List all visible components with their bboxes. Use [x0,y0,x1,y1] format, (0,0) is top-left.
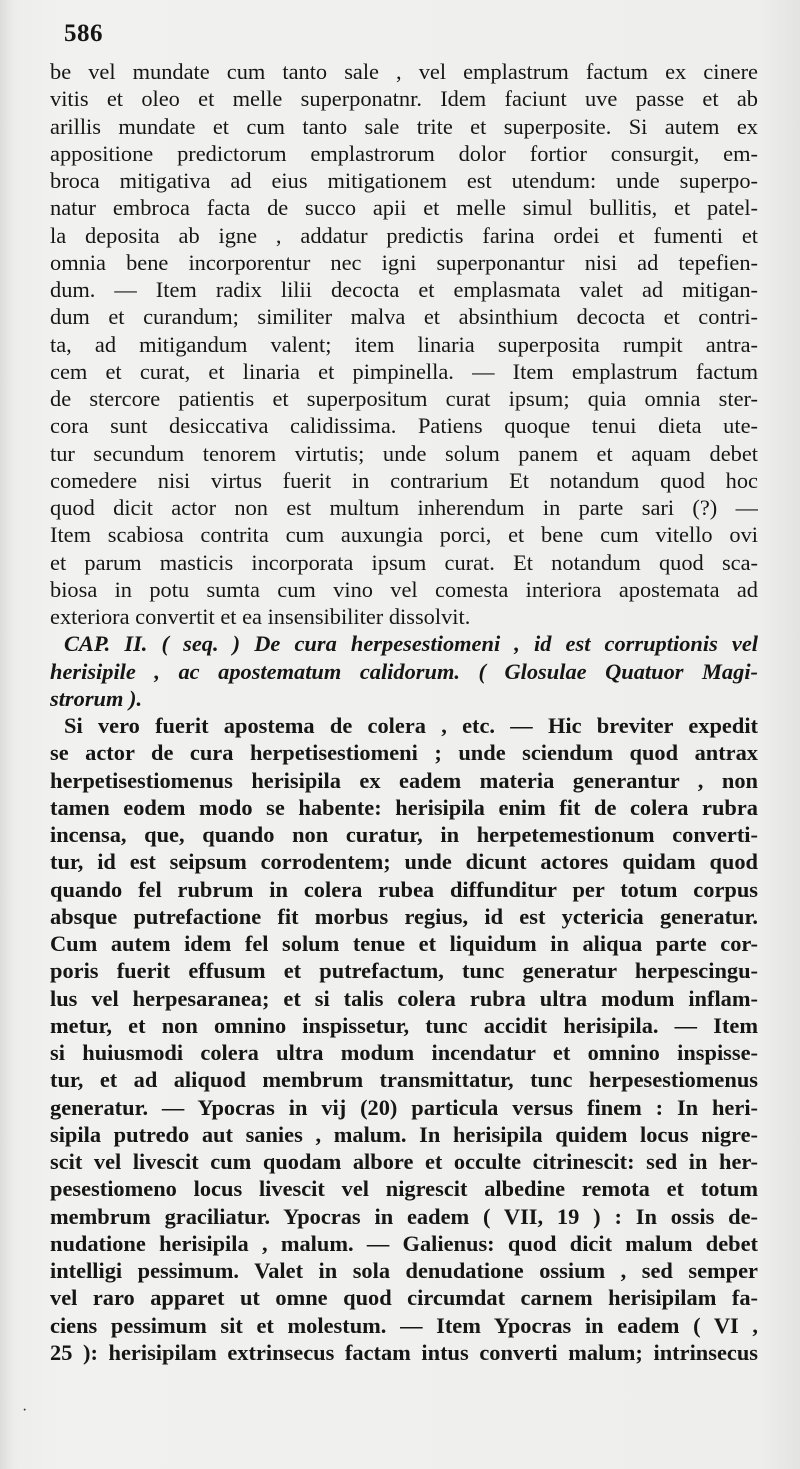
text-line: nudatione herisipila , malum. — Galienus: quod dicit malum debet [50,1230,758,1256]
text-line: de stercore patientis et superpositum curat ipsum; quia omnia ster- [50,386,758,411]
text-line: absque putrefactione fit morbus regius, id est yctericia generatur. [50,903,758,929]
text-line: sipila putredo aut sanies , malum. In herisipila quidem locus nigre- [50,1121,758,1147]
text-line: lus vel herpesaranea; et si talis colera rubra ultra modum inflam- [50,985,758,1011]
text-line: ta, ad mitigandum valent; item linaria superposita rumpit antra- [50,331,758,357]
chapter-heading-line: strorum ). [50,685,143,711]
text-line: biosa in potu sumta cum vino vel comesta interiora apostemata ad [50,576,758,602]
text-line: cora sunt desiccativa calidissima. Patiens quoque tenui dieta ute- [50,413,758,439]
text-line: 25 ): herisipilam extrinsecus factam intus converti malum; intrinsecus [50,1339,758,1365]
text-line: membrum graciliatur. Ypocras in eadem ( VII, 19 ) : In ossis de- [50,1203,758,1229]
text-line: exteriora convertit et ea insensibiliter dissolvit. [50,604,471,629]
text-line: appositione predictorum emplastrorum dolor fortior consurgit, em- [50,140,758,166]
text-line: Cum autem idem fel solum tenue et liquidum in aliqua parte cor- [50,931,758,956]
text-line: la deposita ab igne , addatur predictis farina ordei et fumenti et [50,222,758,248]
text-line: natur embroca facta de succo apii et melle simul bullitis, et patel- [50,195,758,221]
text-line: quando fel rubrum in colera rubea diffunditur per totum corpus [50,876,758,902]
text-line: si huiusmodi colera ultra modum incendatur et omnino inspisse- [50,1040,758,1065]
text-line: metur, et non omnino inspissetur, tunc accidit herisipila. — Item [50,1012,758,1038]
text-line: pesestiomeno locus livescit vel nigrescit albedine remota et totum [50,1176,758,1202]
text-line: incensa, que, quando non curatur, in herpetemestionum converti- [50,822,758,847]
text-line: intelligi pessimum. Valet in sola denudatione ossium , sed semper [50,1258,758,1283]
text-line: vitis et oleo et melle superponatnr. Idem faciunt uve passe et ab [50,86,758,112]
text-line: comedere nisi virtus fuerit in contrarium Et notandum quod hoc [50,467,758,493]
text-line: tur secundum tenorem virtutis; unde solum panem et aquam debet [50,440,758,466]
text-line: ciens pessimum sit et molestum. — Item Ypocras in eadem ( VI , [50,1312,758,1338]
text-line: arillis mundate et cum tanto sale trite et superposite. Si autem ex [50,113,758,139]
page-number: 586 [64,20,103,47]
text-line: broca mitigativa ad eius mitigationem est utendum: unde superpo- [50,168,758,193]
text-line: cem et curat, et linaria et pimpinella. — Item emplastrum factum [50,358,758,384]
margin-speck: · [22,1402,28,1419]
text-line: quod dicit actor non est multum inherendum in parte sari (?) — [50,495,758,520]
text-line: dum. — Item radix lilii decocta et emplasmata valet ad mitigan- [50,277,758,302]
text-line: se actor de cura herpetisestiomeni ; unde sciendum quod antrax [50,740,758,766]
text-line: poris fuerit effusum et putrefactum, tunc generatur herpescingu- [50,958,758,984]
text-line: herpetisestiomenus herisipila ex eadem materia generantur , non [50,767,758,793]
text-line: vel raro apparet ut omne quod circumdat carnem herisipilam fa- [50,1285,758,1311]
text-line: omnia bene incorporentur nec igni superponantur nisi ad tepefien- [50,249,758,275]
text-line: generatur. — Ypocras in vij (20) particula versus finem : In heri- [50,1094,758,1120]
text-line: Item scabiosa contrita cum auxungia porci, et bene cum vitello ovi [50,522,758,548]
text-line: tamen eodem modo se habente: herisipila enim fit de colera rubra [50,794,758,820]
text-line: tur, et ad aliquod membrum transmittatur, tunc herpesestiomenus [50,1067,758,1093]
text-line: be vel mundate cum tanto sale , vel emplastrum factum ex cinere [50,59,758,84]
text-line: et parum masticis incorporata ipsum curat. Et notandum quod sca- [50,549,758,575]
text-line: scit vel livescit cum quodam albore et occulte citrinescit: sed in her- [50,1149,758,1174]
text-line: dum et curandum; similiter malva et absinthium decocta et contri- [50,304,758,330]
body-text [50,58,758,1366]
chapter-heading-line: CAP. II. ( seq. ) De cura herpesestiomeni , id est corruptionis vel [64,631,758,657]
chapter-heading-line: herisipile , ac apostematum calidorum. ( Glosulae Quatuor Magi- [50,658,758,684]
text-line: tur, id est seipsum corrodentem; unde dicunt actores quidam quod [50,849,758,875]
text-line: Si vero fuerit apostema de colera , etc. — Hic breviter expedit [64,713,758,738]
